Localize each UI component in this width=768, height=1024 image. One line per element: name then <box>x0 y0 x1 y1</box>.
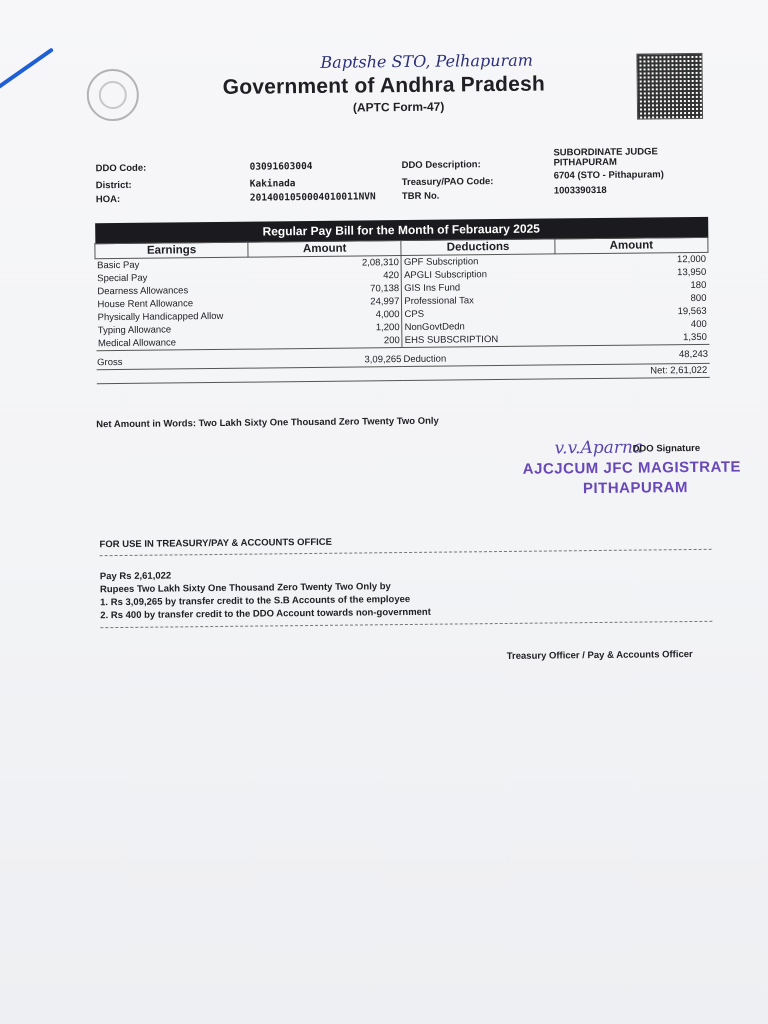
earnings-amount-header: Amount <box>248 241 401 258</box>
deduction-name: NonGovtDedn <box>404 321 465 334</box>
deduction-amount: 1,350 <box>683 331 707 344</box>
deduction-amount: 13,950 <box>677 266 707 279</box>
district-label: District: <box>95 179 132 192</box>
deduction-amount: 180 <box>690 279 707 292</box>
earning-amount: 420 <box>248 269 401 284</box>
earning-label: Physically Handicapped Allow <box>97 310 224 324</box>
deduction-amount: 19,563 <box>677 305 707 318</box>
transfer-line-2: 2. Rs 400 by transfer credit to the DDO Account towards non-government <box>100 606 431 622</box>
ddo-code-label: DDO Code: <box>95 162 147 175</box>
earning-label: Dearness Allowances <box>97 285 189 298</box>
deduction-name: GPF Subscription <box>403 256 479 269</box>
gross-value: 3,09,265 <box>249 348 402 369</box>
tbr-value: 1003390318 <box>553 184 607 197</box>
ddo-description-value: SUBORDINATE JUDGE PITHAPURAM <box>553 146 658 169</box>
treasury-officer-label: Treasury Officer / Pay & Accounts Officer <box>506 649 693 662</box>
earning-amount: 70,138 <box>249 282 402 297</box>
deductions-header: Deductions <box>401 239 555 256</box>
page-title: Government of Andhra Pradesh <box>222 72 546 99</box>
treasury-code-label: Treasury/PAO Code: <box>401 176 494 189</box>
magistrate-stamp-line2: PITHAPURAM <box>582 479 689 498</box>
treasury-code-value: 6704 (STO - Pithapuram) <box>553 169 664 182</box>
deduction-name: APGLI Subscription <box>404 269 488 282</box>
earning-label: Basic Pay <box>97 259 140 272</box>
deduction-name: CPS <box>404 308 425 321</box>
deductions-amount-header: Amount <box>555 237 708 254</box>
earning-amount: 2,08,310 <box>248 256 401 271</box>
handwritten-note: Baptshe STO, Pelhapuram <box>320 50 533 72</box>
hoa-value: 2014001050004010011NVN <box>249 191 376 204</box>
magistrate-stamp-line1: AJCJCUM JFC MAGISTRATE <box>522 458 742 478</box>
ddo-code-value: 03091603004 <box>249 160 313 173</box>
rupees-in-words: Rupees Two Lakh Sixty One Thousand Zero Twenty Two Only by <box>99 581 391 596</box>
gross-label: Gross <box>96 349 249 370</box>
pay-amount: Pay Rs 2,61,022 <box>99 570 172 583</box>
form-subtitle: (APTC Form-47) <box>352 99 445 115</box>
net-amount-in-words: Net Amount in Words: Two Lakh Sixty One Thousand Zero Twenty Two Only <box>96 415 439 431</box>
bill-heading: Regular Pay Bill for the Month of Febrauary 2025 <box>95 217 708 244</box>
earning-label: Special Pay <box>97 272 148 285</box>
transfer-line-1: 1. Rs 3,09,265 by transfer credit to the S.B Accounts of the employee <box>100 593 411 609</box>
dotted-divider <box>100 549 712 556</box>
earning-label: House Rent Allowance <box>97 298 194 311</box>
net-amount: Net: 2,61,022 <box>96 363 709 383</box>
hoa-label: HOA: <box>95 193 121 206</box>
deduction-name: GIS Ins Fund <box>404 282 461 295</box>
pay-bill-table <box>94 217 710 384</box>
earning-amount: 1,200 <box>249 321 402 336</box>
earning-label: Medical Allowance <box>97 337 177 350</box>
district-value: Kakinada <box>249 178 296 190</box>
handwritten-signature: v.v.Aparna <box>554 437 644 459</box>
deduction-amount: 400 <box>690 318 707 331</box>
tbr-label: TBR No. <box>401 190 440 203</box>
treasury-section-heading: FOR USE IN TREASURY/PAY & ACCOUNTS OFFICE <box>99 536 332 551</box>
ddo-signature-label: DDO Signature <box>632 442 701 455</box>
earnings-header: Earnings <box>95 242 248 259</box>
deduction-name: Professional Tax <box>404 295 474 308</box>
pay-bill-sheet <box>22 10 768 1018</box>
deduction-total: 48,243 <box>556 344 709 365</box>
earning-amount: 200 <box>249 334 402 349</box>
dotted-divider <box>100 621 712 628</box>
government-emblem-icon <box>87 69 140 122</box>
deduction-label: Deduction <box>402 346 556 367</box>
deduction-amount: 12,000 <box>676 253 707 266</box>
qr-code-icon <box>636 53 703 120</box>
deduction-name: EHS SUBSCRIPTION <box>404 334 499 347</box>
earning-amount: 4,000 <box>249 308 402 323</box>
ddo-description-label: DDO Description: <box>401 159 481 172</box>
earning-amount: 24,997 <box>249 295 402 310</box>
earning-label: Typing Allowance <box>97 324 172 337</box>
deduction-amount: 800 <box>690 292 707 305</box>
